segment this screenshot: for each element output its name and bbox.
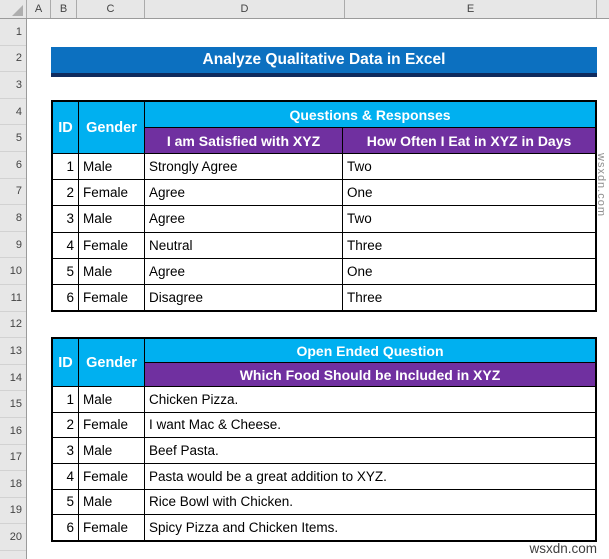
bottom-watermark: wsxdn.com xyxy=(529,541,597,556)
t2-r6-id[interactable]: 6 xyxy=(53,515,78,540)
column-header-c[interactable]: C xyxy=(77,0,145,18)
t1-r3-satisfaction[interactable]: Agree xyxy=(145,206,342,231)
t1-r2-id[interactable]: 2 xyxy=(53,180,78,205)
row-header-4[interactable]: 4 xyxy=(0,99,26,126)
t2-question-header-cell[interactable]: Which Food Should be Included in XYZ xyxy=(145,363,595,386)
row-header-1[interactable]: 1 xyxy=(0,19,26,46)
t2-r5-id[interactable]: 5 xyxy=(53,490,78,515)
t2-id-header-cell[interactable]: ID xyxy=(53,339,78,386)
t1-r1-satisfaction[interactable]: Strongly Agree xyxy=(145,154,342,179)
row-header-18[interactable]: 18 xyxy=(0,471,26,498)
t1-r4-id[interactable]: 4 xyxy=(53,233,78,258)
row-header-8[interactable]: 8 xyxy=(0,205,26,232)
t1-group-header-cell[interactable]: Questions & Responses xyxy=(145,102,595,127)
t1-r6-frequency[interactable]: Three xyxy=(343,285,595,310)
row-header-9[interactable]: 9 xyxy=(0,232,26,259)
t1-r2-frequency[interactable]: One xyxy=(343,180,595,205)
row-header-19[interactable]: 19 xyxy=(0,498,26,525)
t2-r5-gender[interactable]: Male xyxy=(79,490,144,515)
t1-r1-id[interactable]: 1 xyxy=(53,154,78,179)
t1-question1-header-cell[interactable]: I am Satisfied with XYZ xyxy=(145,128,342,153)
row-header-11[interactable]: 11 xyxy=(0,285,26,312)
t1-r5-satisfaction[interactable]: Agree xyxy=(145,259,342,284)
questions-responses-table xyxy=(51,100,597,312)
row-header-20[interactable]: 20 xyxy=(0,524,26,551)
t1-question2-header-cell[interactable]: How Often I Eat in XYZ in Days xyxy=(343,128,595,153)
t1-r6-id[interactable]: 6 xyxy=(53,285,78,310)
t1-r3-gender[interactable]: Male xyxy=(79,206,144,231)
t1-r2-gender[interactable]: Female xyxy=(79,180,144,205)
t2-r4-gender[interactable]: Female xyxy=(79,464,144,489)
row-header-5[interactable]: 5 xyxy=(0,125,26,152)
t2-r1-id[interactable]: 1 xyxy=(53,387,78,412)
t2-gender-header-cell[interactable]: Gender xyxy=(79,339,144,386)
t2-r4-id[interactable]: 4 xyxy=(53,464,78,489)
t2-r2-answer[interactable]: I want Mac & Cheese. xyxy=(145,413,595,438)
t2-r1-gender[interactable]: Male xyxy=(79,387,144,412)
t2-r2-gender[interactable]: Female xyxy=(79,413,144,438)
t1-r5-frequency[interactable]: One xyxy=(343,259,595,284)
column-header-strip xyxy=(0,0,609,19)
row-header-15[interactable]: 15 xyxy=(0,391,26,418)
title-banner-cell[interactable]: Analyze Qualitative Data in Excel xyxy=(51,47,597,77)
t2-r3-answer[interactable]: Beef Pasta. xyxy=(145,438,595,463)
select-all-triangle-icon xyxy=(12,5,23,16)
row-header-3[interactable]: 3 xyxy=(0,72,26,99)
t1-r2-satisfaction[interactable]: Agree xyxy=(145,180,342,205)
row-header-2[interactable]: 2 xyxy=(0,46,26,73)
t1-r5-id[interactable]: 5 xyxy=(53,259,78,284)
row-header-13[interactable]: 13 xyxy=(0,338,26,365)
t1-r6-gender[interactable]: Female xyxy=(79,285,144,310)
t1-r3-frequency[interactable]: Two xyxy=(343,206,595,231)
column-header-e[interactable]: E xyxy=(345,0,597,18)
t2-r3-gender[interactable]: Male xyxy=(79,438,144,463)
t2-r2-id[interactable]: 2 xyxy=(53,413,78,438)
t2-r6-answer[interactable]: Spicy Pizza and Chicken Items. xyxy=(145,515,595,540)
open-ended-question-table xyxy=(51,337,597,542)
t2-r4-answer[interactable]: Pasta would be a great addition to XYZ. xyxy=(145,464,595,489)
t2-r1-answer[interactable]: Chicken Pizza. xyxy=(145,387,595,412)
row-header-6[interactable]: 6 xyxy=(0,152,26,179)
row-header-10[interactable]: 10 xyxy=(0,258,26,285)
t1-gender-header-cell[interactable]: Gender xyxy=(79,102,144,153)
column-header-f-partial[interactable] xyxy=(597,0,609,18)
t1-r5-gender[interactable]: Male xyxy=(79,259,144,284)
row-header-16[interactable]: 16 xyxy=(0,418,26,445)
t1-r1-frequency[interactable]: Two xyxy=(343,154,595,179)
t1-id-header-cell[interactable]: ID xyxy=(53,102,78,153)
t1-r4-gender[interactable]: Female xyxy=(79,233,144,258)
row-header-17[interactable]: 17 xyxy=(0,445,26,472)
t1-r6-satisfaction[interactable]: Disagree xyxy=(145,285,342,310)
select-all-button[interactable] xyxy=(0,0,27,18)
row-header-7[interactable]: 7 xyxy=(0,179,26,206)
row-header-strip xyxy=(0,19,27,559)
t1-r4-frequency[interactable]: Three xyxy=(343,233,595,258)
column-header-d[interactable]: D xyxy=(145,0,345,18)
column-header-b[interactable]: B xyxy=(51,0,77,18)
t1-r4-satisfaction[interactable]: Neutral xyxy=(145,233,342,258)
t1-r1-gender[interactable]: Male xyxy=(79,154,144,179)
row-header-12[interactable]: 12 xyxy=(0,312,26,339)
t2-group-header-cell[interactable]: Open Ended Question xyxy=(145,339,595,362)
t2-r6-gender[interactable]: Female xyxy=(79,515,144,540)
t2-r5-answer[interactable]: Rice Bowl with Chicken. xyxy=(145,490,595,515)
side-watermark: wsxdn.com xyxy=(595,153,607,218)
t1-r3-id[interactable]: 3 xyxy=(53,206,78,231)
t2-r3-id[interactable]: 3 xyxy=(53,438,78,463)
column-header-a[interactable]: A xyxy=(27,0,51,18)
row-header-14[interactable]: 14 xyxy=(0,365,26,392)
